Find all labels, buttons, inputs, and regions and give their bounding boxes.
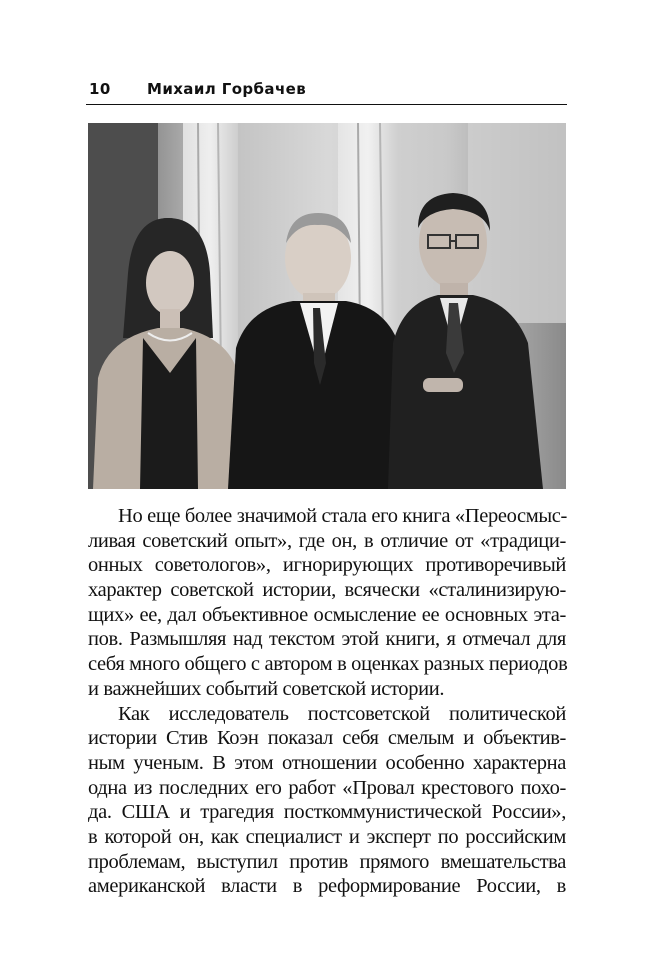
running-head — [86, 78, 567, 105]
text-line: пов. Размышляя над текстом этой книги, я отмечал для — [88, 628, 566, 651]
text-line: онных советологов», игнорирующих противоречивый — [88, 554, 566, 577]
paragraph — [88, 702, 566, 900]
text-line: ным ученым. В этом отношении особенно характерна — [88, 751, 566, 774]
running-title: Михаил Горбачев — [147, 80, 307, 98]
body-text — [88, 504, 566, 899]
text-line: ливая советский опыт», где он, в отличие от «традици- — [88, 529, 566, 552]
text-line: Но еще более значимой стала его книга «Переосмыс- — [118, 505, 568, 527]
text-line: и важнейших событий советской истории. — [88, 677, 445, 700]
text-line: американской власти в реформирование России, в — [88, 875, 566, 898]
photograph — [88, 123, 566, 489]
text-line: да. США и трагедия посткоммунистической России», — [88, 801, 566, 824]
text-line: Как исследователь постсоветской политической — [118, 702, 566, 725]
paragraph — [88, 504, 566, 702]
page-number: 10 — [89, 80, 111, 98]
text-line: истории Стив Коэн показал себя смелым и объектив- — [88, 727, 566, 750]
text-line: себя много общего с автором в оценках разных периодов — [88, 653, 568, 676]
text-line: проблемам, выступил против прямого вмешательства — [88, 850, 566, 873]
text-line: характер советской истории, всячески «сталинизирую- — [88, 579, 566, 602]
text-line: одна из последних его работ «Провал крестового похо- — [88, 776, 566, 799]
text-line: в которой он, как специалист и эксперт по российским — [88, 825, 566, 848]
text-line: щих» ее, дал объективное осмысление ее основных эта- — [88, 603, 566, 626]
